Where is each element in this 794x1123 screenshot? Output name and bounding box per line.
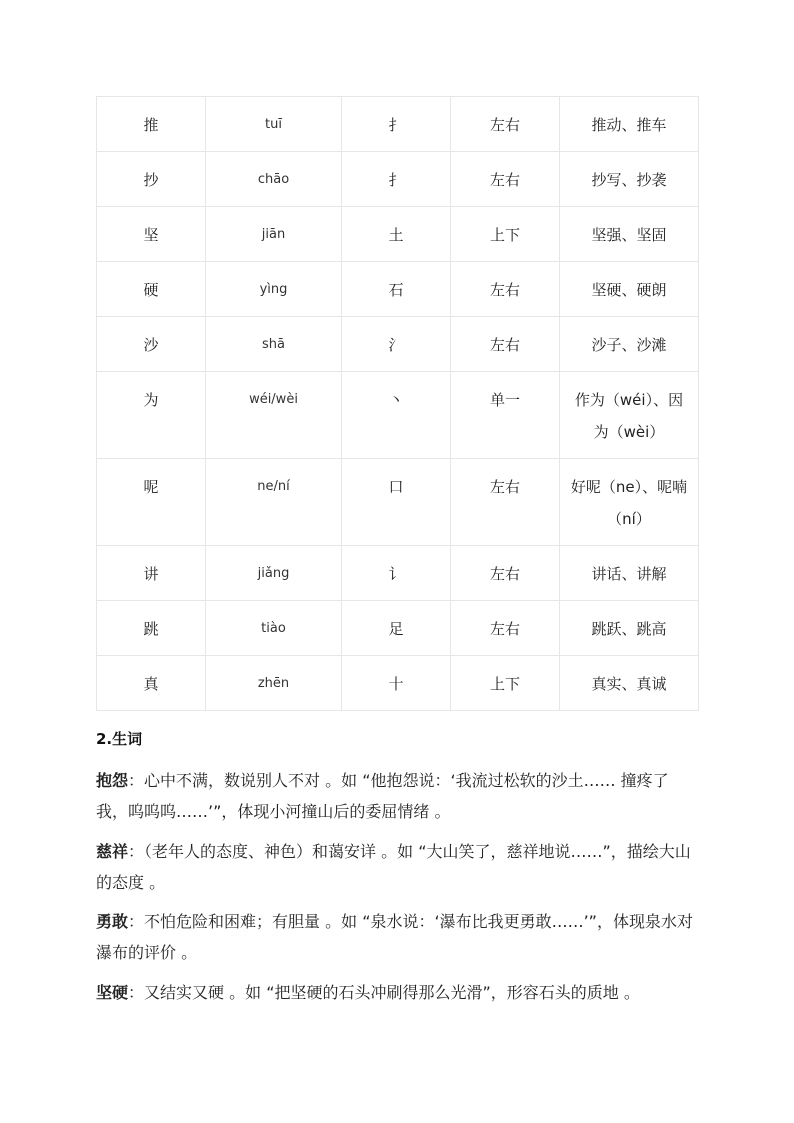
pinyin-cell: chāo	[206, 152, 342, 207]
vocab-term: 勇敢	[96, 912, 129, 931]
words-cell: 坚强、坚固	[560, 207, 699, 262]
char-cell: 抄	[97, 152, 206, 207]
structure-cell: 上下	[451, 656, 560, 711]
section-title: 2.生词	[96, 730, 143, 748]
vocab-definition: （老年人的态度、神色）和蔼安详 。如 “大山笑了，慈祥地说……”，描绘大山的态度 。	[96, 842, 691, 892]
structure-cell: 左右	[451, 546, 560, 601]
radical-cell: 讠	[342, 546, 451, 601]
character-table	[96, 96, 699, 711]
table-row	[97, 317, 699, 372]
vocab-colon: ：	[128, 771, 145, 790]
char-cell: 推	[97, 97, 206, 152]
pinyin-cell: shā	[206, 317, 342, 372]
table-row	[97, 152, 699, 207]
words-cell: 好呢（ne）、呢喃（ní）	[560, 459, 699, 546]
pinyin-cell: ne/ní	[206, 459, 342, 546]
pinyin-cell: tiào	[206, 601, 342, 656]
structure-cell: 左右	[451, 317, 560, 372]
vocab-definition: 又结实又硬 。如 “把坚硬的石头冲刷得那么光滑”，形容石头的质地 。	[144, 983, 640, 1002]
char-cell: 真	[97, 656, 206, 711]
structure-cell: 左右	[451, 601, 560, 656]
radical-cell: 石	[342, 262, 451, 317]
vocab-definition: 心中不满，数说别人不对 。如 “他抱怨说：‘我流过松软的沙土…… 撞疼了我，呜呜呜……’”，体现小河撞山后的委屈情绪 。	[96, 771, 669, 821]
radical-cell: 十	[342, 656, 451, 711]
vocab-entry	[96, 836, 696, 898]
structure-cell: 左右	[451, 459, 560, 546]
pinyin-cell: zhēn	[206, 656, 342, 711]
vocab-entry	[96, 765, 696, 827]
structure-cell: 左右	[451, 152, 560, 207]
table-row	[97, 207, 699, 262]
structure-cell: 单一	[451, 372, 560, 459]
table-row	[97, 262, 699, 317]
radical-cell: 土	[342, 207, 451, 262]
pinyin-cell: yìng	[206, 262, 342, 317]
char-cell: 沙	[97, 317, 206, 372]
vocab-term: 抱怨	[96, 771, 129, 790]
pinyin-cell: jiǎng	[206, 546, 342, 601]
vocab-colon: ：	[128, 983, 145, 1002]
char-cell: 坚	[97, 207, 206, 262]
pinyin-cell: tuī	[206, 97, 342, 152]
vocab-entry	[96, 977, 696, 1008]
char-cell: 硬	[97, 262, 206, 317]
radical-cell: 口	[342, 459, 451, 546]
table-row	[97, 601, 699, 656]
structure-cell: 上下	[451, 207, 560, 262]
radical-cell: 丶	[342, 372, 451, 459]
char-cell: 呢	[97, 459, 206, 546]
pinyin-cell: wéi/wèi	[206, 372, 342, 459]
words-cell: 跳跃、跳高	[560, 601, 699, 656]
words-cell: 坚硬、硬朗	[560, 262, 699, 317]
vocab-definition: 不怕危险和困难；有胆量 。如 “泉水说：‘瀑布比我更勇敢……’”，体现泉水对瀑布的评价 。	[96, 912, 693, 962]
char-cell: 讲	[97, 546, 206, 601]
pinyin-cell: jiān	[206, 207, 342, 262]
radical-cell: 足	[342, 601, 451, 656]
vocab-term: 慈祥	[96, 842, 129, 861]
words-cell: 真实、真诚	[560, 656, 699, 711]
table-row	[97, 656, 699, 711]
words-cell: 推动、推车	[560, 97, 699, 152]
radical-cell: 扌	[342, 152, 451, 207]
char-cell: 跳	[97, 601, 206, 656]
words-cell: 讲话、讲解	[560, 546, 699, 601]
structure-cell: 左右	[451, 97, 560, 152]
words-cell: 作为（wéi）、因为（wèi）	[560, 372, 699, 459]
radical-cell: 氵	[342, 317, 451, 372]
table-row	[97, 546, 699, 601]
vocab-entry	[96, 906, 696, 968]
words-cell: 沙子、沙滩	[560, 317, 699, 372]
table-row	[97, 372, 699, 459]
radical-cell: 扌	[342, 97, 451, 152]
vocab-term: 坚硬	[96, 983, 129, 1002]
char-cell: 为	[97, 372, 206, 459]
table-row	[97, 459, 699, 546]
vocab-colon: ：	[128, 912, 145, 931]
vocab-colon: ：	[128, 842, 145, 861]
table-row	[97, 97, 699, 152]
words-cell: 抄写、抄袭	[560, 152, 699, 207]
structure-cell: 左右	[451, 262, 560, 317]
